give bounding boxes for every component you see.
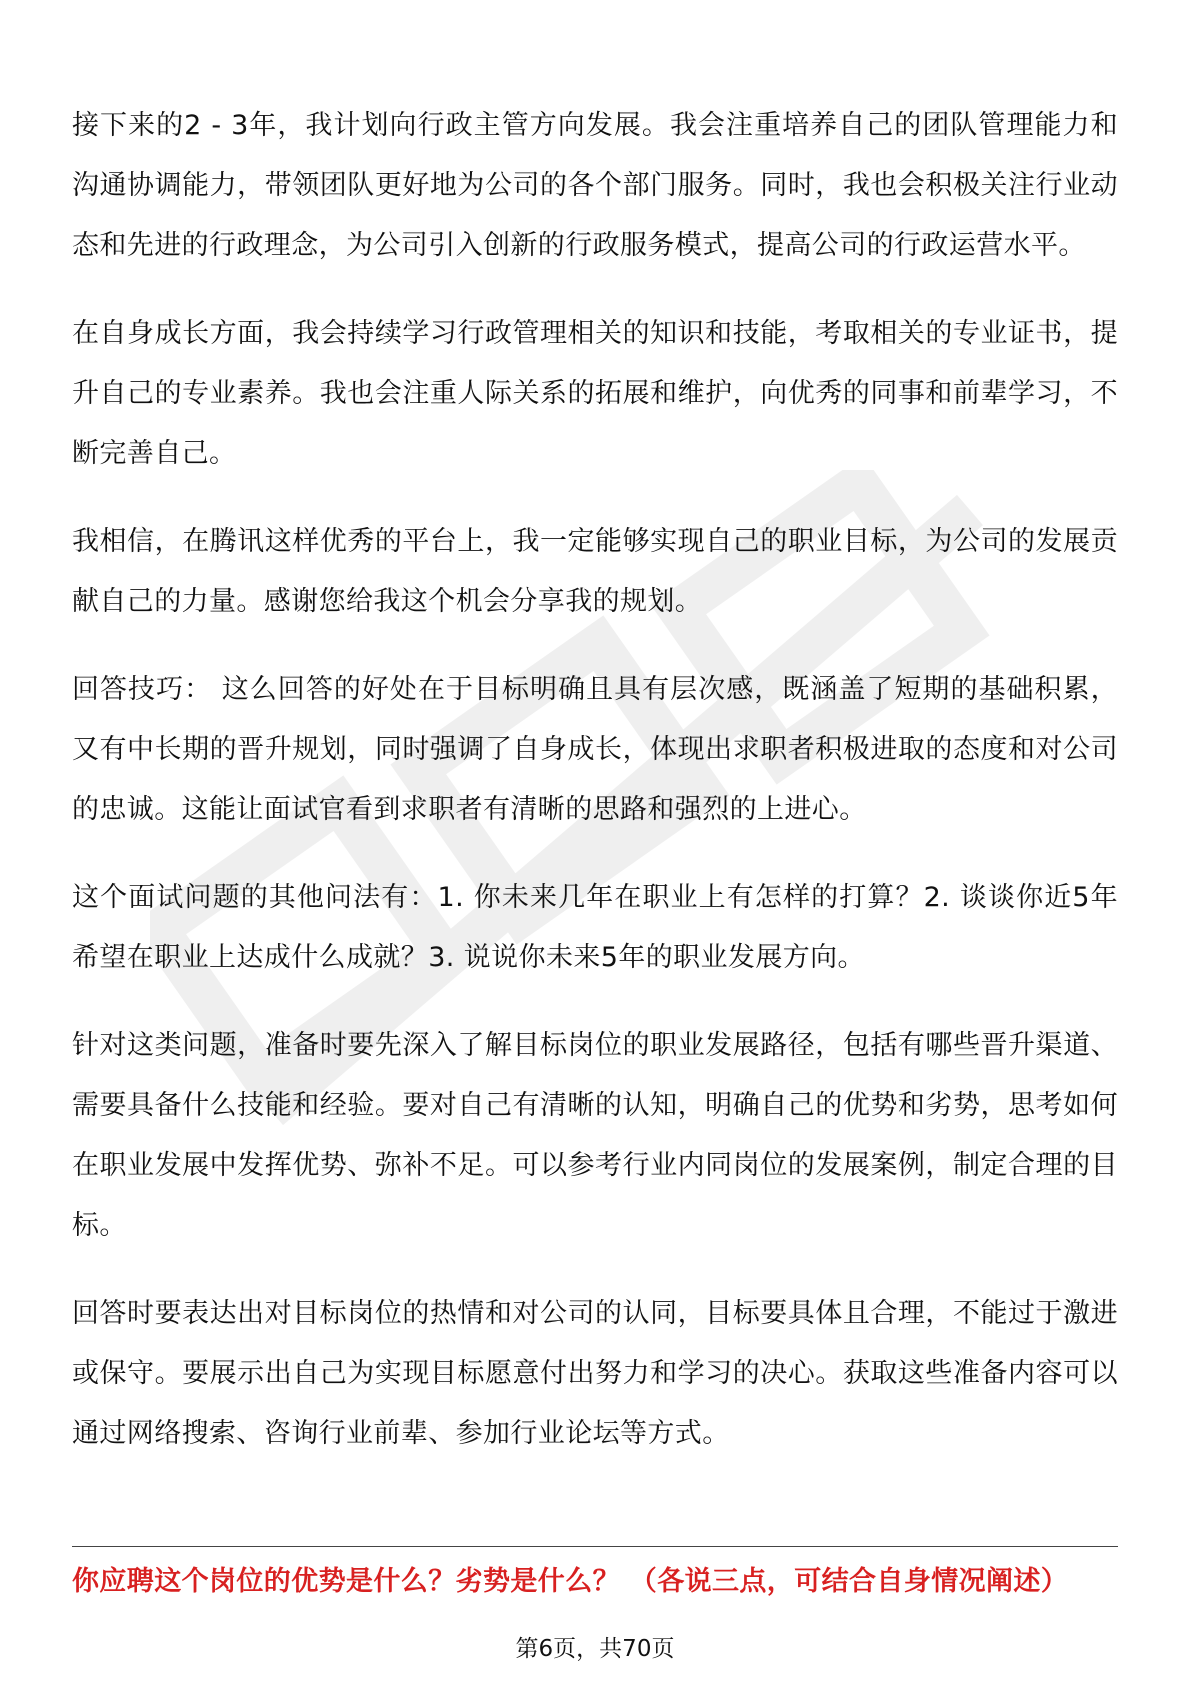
paragraph-answer-guidance: 回答时要表达出对目标岗位的热情和对公司的认同，目标要具体且合理，不能过于激进或保守。要展示出自己为实现目标愿意付出努力和学习的决心。获取这些准备内容可以通过网络搜索、咨询行业前辈、参加行业论坛等方式。	[72, 1298, 1118, 1449]
page-number: 第6页，共70页	[515, 1636, 675, 1662]
paragraph-career-plan: 接下来的2 - 3年，我计划向行政主管方向发展。我会注重培养自己的团队管理能力和沟通协调能力，带领团队更好地为公司的各个部门服务。同时，我也会积极关注行业动态和先进的行政理念，为公司引入创新的行政服务模式，提高公司的行政运营水平。	[72, 110, 1118, 261]
paragraph-preparation-advice: 针对这类问题，准备时要先深入了解目标岗位的职业发展路径，包括有哪些晋升渠道、需要具备什么技能和经验。要对自己有清晰的认知，明确自己的优势和劣势，思考如何在职业发展中发挥优势、弥补不足。可以参考行业内同岗位的发展案例，制定合理的目标。	[72, 1030, 1118, 1241]
paragraph-self-growth: 在自身成长方面，我会持续学习行政管理相关的知识和技能，考取相关的专业证书，提升自己的专业素养。我也会注重人际关系的拓展和维护，向优秀的同事和前辈学习，不断完善自己。	[72, 318, 1118, 469]
next-question-heading: 你应聘这个岗位的优势是什么？劣势是什么？ （各说三点，可结合自身情况阐述）	[72, 1566, 1069, 1597]
paragraph-alternate-questions: 这个面试问题的其他问法有：1. 你未来几年在职业上有怎样的打算？2. 谈谈你近5年希望在职业上达成什么成就？3. 说说你未来5年的职业发展方向。	[72, 882, 1118, 973]
document-body	[72, 96, 1118, 1492]
paragraph-answer-tips: 回答技巧： 这么回答的好处在于目标明确且具有层次感，既涵盖了短期的基础积累，又有中长期的晋升规划，同时强调了自身成长，体现出求职者积极进取的态度和对公司的忠诚。这能让面试官看到求职者有清晰的思路和强烈的上进心。	[72, 674, 1118, 825]
section-divider	[72, 1546, 1118, 1547]
paragraph-conclusion: 我相信，在腾讯这样优秀的平台上，我一定能够实现自己的职业目标，为公司的发展贡献自己的力量。感谢您给我这个机会分享我的规划。	[72, 526, 1118, 617]
